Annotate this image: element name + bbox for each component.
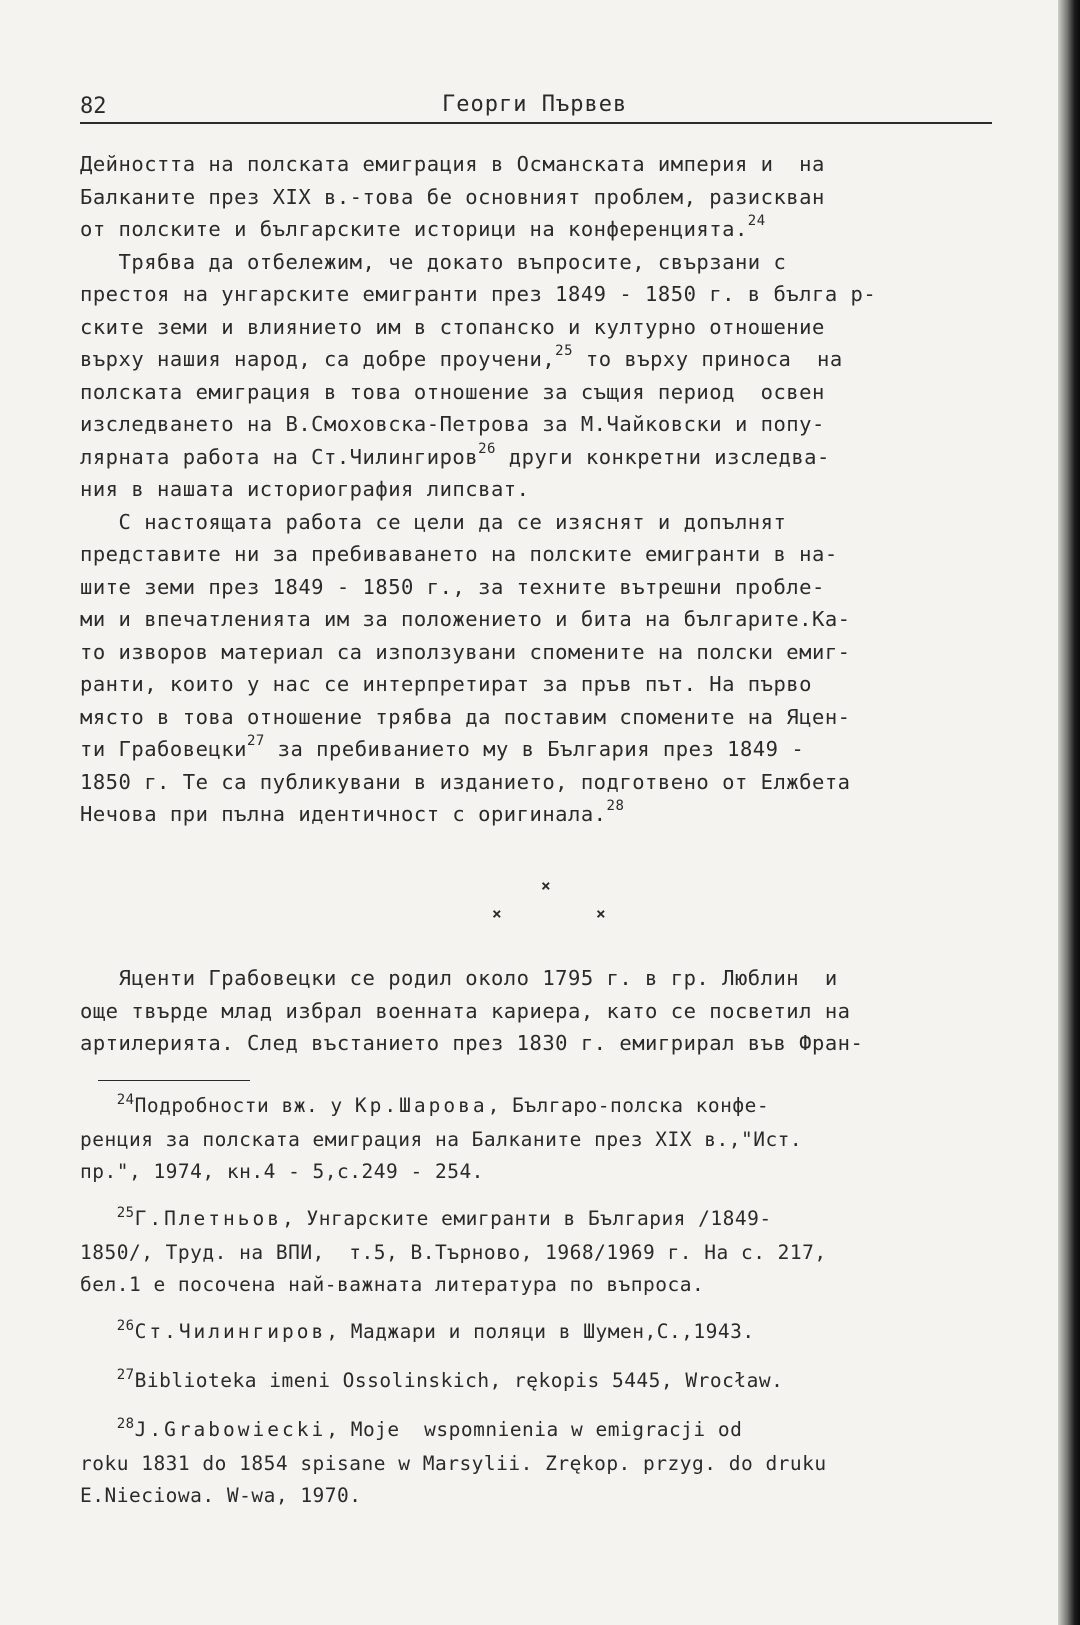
text-line: изследването на В.Смоховска-Петрова за М.Чайковски и попу- (80, 412, 825, 436)
text-line-part: други конкретни изследва- (495, 444, 830, 469)
footnote-line (80, 1365, 994, 1399)
text-line: 1850 г. Те са публикувани в изданието, подготвено от Елжбета (80, 769, 851, 794)
text-line (80, 798, 994, 831)
text-line: то изворов материал са използувани спомените на полски емиг- (80, 639, 851, 664)
text-line (80, 733, 994, 766)
footnote-text: , Унгарските емигранти в България /1849- (282, 1207, 772, 1230)
footnote-ref-27[interactable]: 27 (246, 733, 265, 750)
text-line: Дейността на полската емиграция в Османската империя и на (80, 152, 825, 176)
footnote-24 (80, 1090, 994, 1188)
text-line (80, 343, 994, 376)
footnote-text: , Маджари и поляци в Шумен,С.,1943. (326, 1320, 755, 1343)
text-line-part: върху нашия народ, са добре проучени, (80, 347, 556, 371)
separator-star-icon: × (492, 904, 502, 923)
footnote-text: , Moje wspomnienia w emigracji od (326, 1418, 743, 1441)
text-line: ранти, които у нас се интерпретират за пръв път. На първо (80, 672, 812, 696)
text-line: ските земи и влиянието им в стопанско и културно отношение (80, 314, 825, 339)
footnote-number: 25 (116, 1205, 135, 1221)
footnote-author: J.Grabowiecki (134, 1418, 327, 1441)
footnotes (80, 1090, 994, 1527)
text-line: полската емиграция в това отношение за същия период освен (80, 379, 825, 404)
footnote-line: roku 1831 do 1854 spisane w Marsylii. Zrękop. przyg. do druku (80, 1452, 827, 1475)
text-line: място в това отношение трябва да поставим спомените на Яцен- (80, 704, 851, 729)
separator-star-icon: × (596, 904, 606, 923)
footnote-number: 24 (116, 1092, 135, 1108)
footnote-line (80, 1316, 994, 1350)
text-line-part: за пребиванието му в България през 1849 - (264, 737, 805, 761)
text-line: ния в нашата историография липсват. (80, 477, 530, 501)
book-spine-shadow (1058, 0, 1080, 1625)
footnote-ref-24[interactable]: 24 (747, 213, 766, 230)
text-line-part: Нечова при пълна идентичност с оригинала. (80, 802, 607, 826)
footnote-text: Подробности вж. у (134, 1094, 355, 1117)
text-line: Трябва да отбележим, че докато въпросите, свързани с (80, 249, 787, 274)
footnote-ref-25[interactable]: 25 (555, 343, 574, 360)
text-line: престоя на унгарските емигранти през 1849 - 1850 г. в бълга р- (80, 282, 877, 306)
footnote-line: E.Nieciowa. W-wa, 1970. (80, 1484, 362, 1507)
text-line: още твърде млад избрал военната кариера, като се посветил на (80, 998, 851, 1023)
text-line: шите земи през 1849 - 1850 г., за техните вътрешни пробле- (80, 574, 825, 599)
text-line (80, 213, 994, 246)
running-title: Георги Първев (442, 92, 628, 117)
main-text (80, 148, 994, 831)
text-line (80, 441, 994, 474)
text-line: ми и впечатленията им за положението и бита на българите.Ка- (80, 607, 851, 631)
page-header (80, 88, 992, 124)
text-line: артилерията. След въстанието през 1830 г. емигрирал във Фран- (80, 1031, 864, 1055)
footnote-author: Кр.Шарова (354, 1094, 488, 1117)
footnote-text: Biblioteka imeni Ossolinskich, rękopis 5445, Wrocław. (134, 1369, 784, 1392)
footnote-line: ренция за полската емиграция на Балканите през XIX в.,"Ист. (80, 1128, 803, 1151)
text-line: Балканите през XIX в.-това бе основният проблем, разискван (80, 184, 825, 209)
footnote-line: бел.1 е посочена най-важната литература по въпроса. (80, 1273, 705, 1296)
section-two-text (80, 962, 994, 1060)
footnote-25 (80, 1203, 994, 1301)
text-line-part: ти Грабовецки (80, 737, 247, 761)
footnote-text: , Българо-полска конфе- (487, 1094, 770, 1117)
footnote-line: пр.", 1974, кн.4 - 5,с.249 - 254. (80, 1160, 484, 1183)
footnote-26 (80, 1316, 994, 1350)
footnote-27 (80, 1365, 994, 1399)
separator-star-icon: × (541, 876, 551, 895)
footnote-ref-26[interactable]: 26 (478, 440, 496, 457)
footnote-line (80, 1090, 994, 1124)
section-separator (0, 870, 1080, 930)
footnote-line: 1850/, Труд. на ВПИ, т.5, В.Търново, 1968/1969 г. На с. 217, (80, 1241, 827, 1264)
footnote-number: 26 (116, 1318, 135, 1334)
footnote-author: Ст.Чилингиров (134, 1320, 327, 1343)
text-line-part: от полските и българските историци на конференцията. (80, 217, 748, 241)
text-line-part: лярната работа на Ст.Чилингиров (80, 444, 479, 469)
footnote-number: 27 (116, 1367, 135, 1383)
footnote-number: 28 (116, 1416, 135, 1432)
page-number: 82 (80, 94, 107, 119)
footnote-author: Г.Плетньов (134, 1207, 282, 1230)
text-line: С настоящата работа се цели да се изяснят и допълнят (80, 509, 787, 534)
footnote-line (80, 1414, 994, 1448)
text-line: представите ни за пребиваването на полските емигранти в на- (80, 542, 838, 566)
footnote-ref-28[interactable]: 28 (606, 798, 625, 815)
text-line-part: то върху приноса на (573, 347, 843, 371)
footnote-28 (80, 1414, 994, 1512)
footnote-divider (98, 1080, 250, 1081)
footnote-line (80, 1203, 994, 1237)
text-line: Яценти Грабовецки се родил около 1795 г. в гр. Люблин и (80, 966, 838, 990)
